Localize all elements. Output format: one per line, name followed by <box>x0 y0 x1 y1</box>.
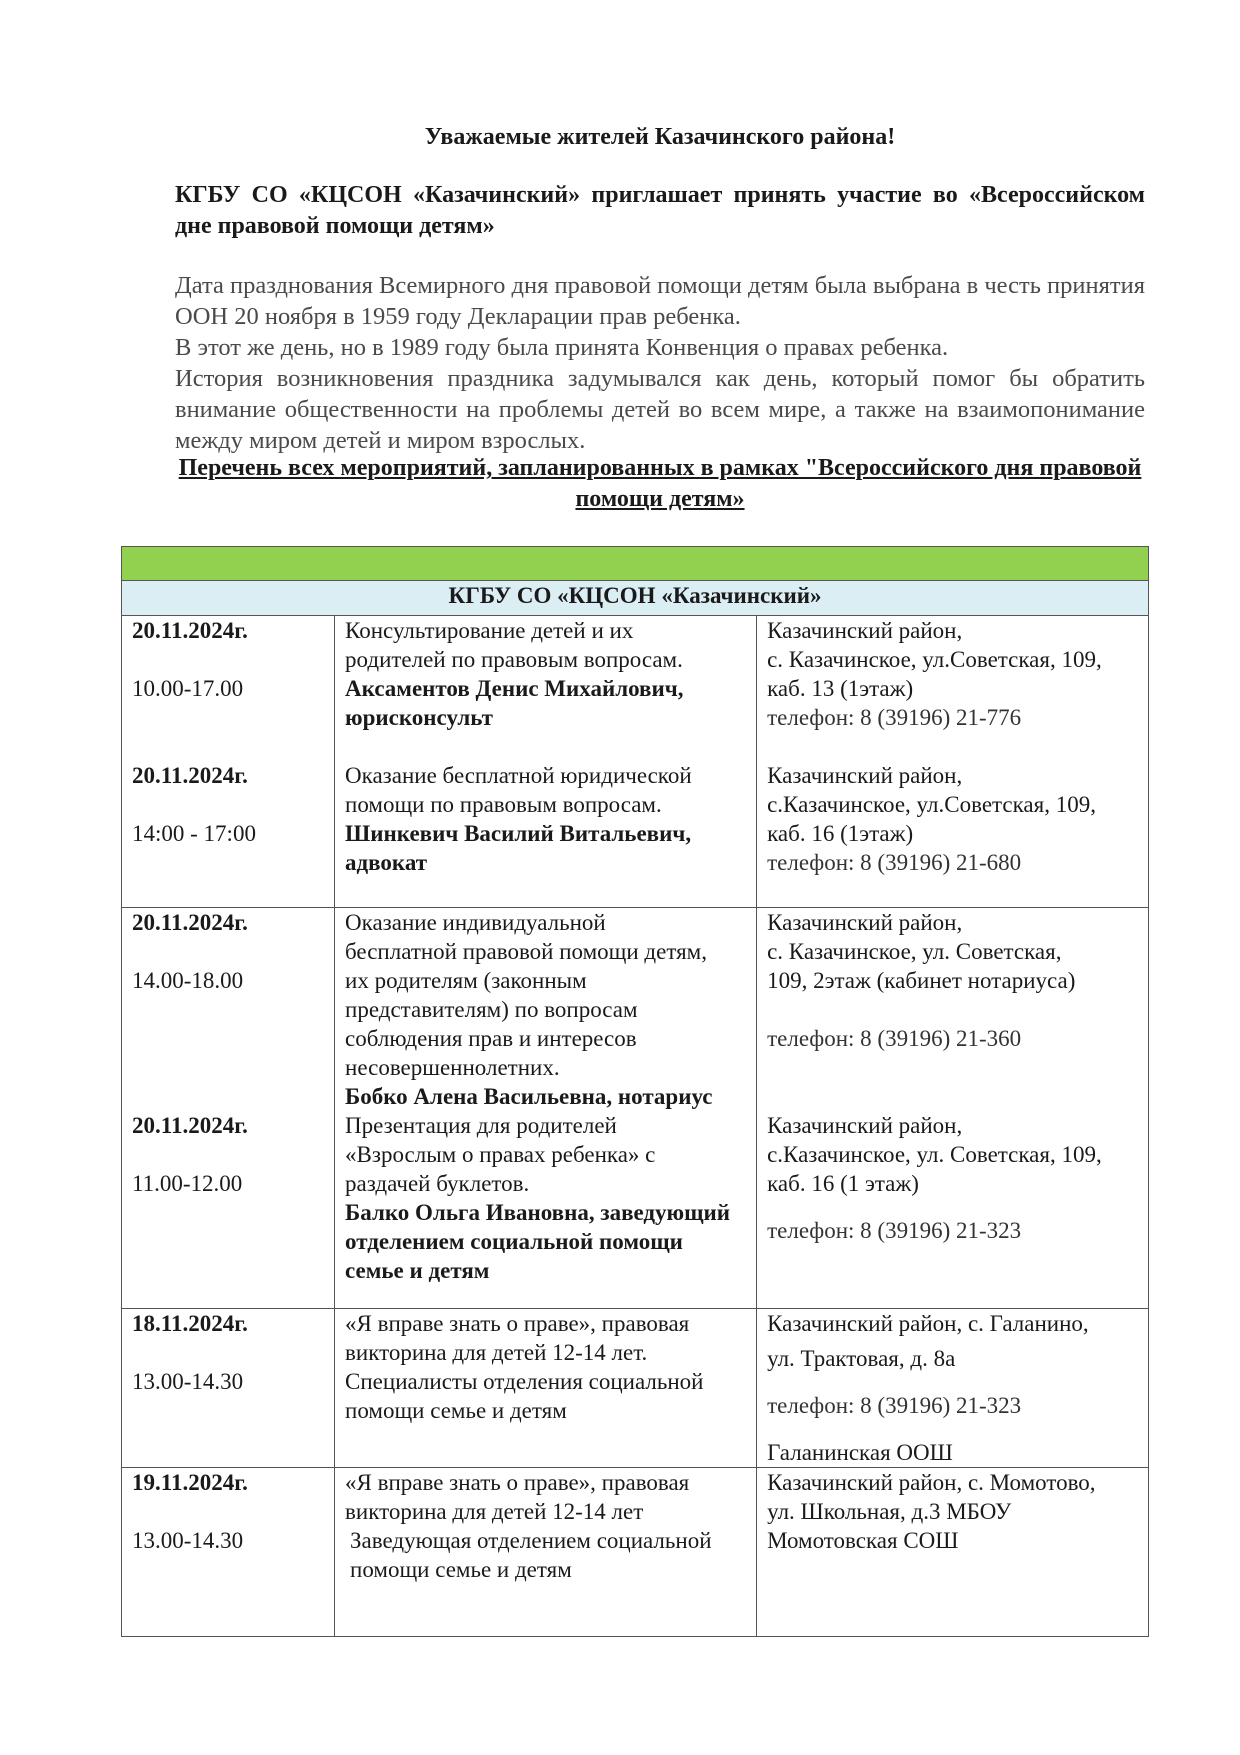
event-time: 13.00-14.30 <box>132 1528 244 1553</box>
event-date: 18.11.2024г. <box>132 1311 248 1336</box>
event-address-line: с.Казачинское, ул.Советская, 109, <box>767 792 1096 817</box>
event-address-line: ул. Трактовая, д. 8а <box>767 1346 956 1371</box>
event-description-line: «Взрослым о правах ребенка» с <box>345 1142 656 1167</box>
event-address-line: Казачинский район, с. Момотово, <box>767 1470 1096 1495</box>
event-description-line: родителей по правовым вопросам. <box>345 647 683 672</box>
event-time: 14.00-18.00 <box>132 968 244 993</box>
event-address-line: каб. 13 (1этаж) <box>767 676 914 701</box>
events-table <box>121 546 1149 1637</box>
event-time: 10.00-17.00 <box>132 676 244 701</box>
about-paragraph: История возникновения праздника задумывался как день, который помог бы обратить внимание общественности на проблемы детей во всем мире, а также на взаимопонимание между миром детей и миром взрослых. <box>175 365 1145 454</box>
event-phone: телефон: 8 (39196) 21-360 <box>767 1026 1022 1051</box>
event-description-line: викторина для детей 12-14 лет. <box>345 1340 648 1365</box>
event-address-line: Казачинский район, с. Галанино, <box>767 1311 1089 1336</box>
address-cell <box>757 616 1149 908</box>
table-row <box>122 1468 1149 1637</box>
event-description-line: Консультирование детей и их <box>345 618 634 643</box>
about-paragraph: В этот же день, но в 1989 году была принята Конвенция о правах ребенка. <box>175 334 949 361</box>
event-responsible-person: Бобко Алена Васильевна, нотариус <box>345 1084 713 1109</box>
event-address-line: с. Казачинское, ул.Советская, 109, <box>767 647 1102 672</box>
table-row <box>122 616 1149 908</box>
event-date: 20.11.2024г. <box>132 618 248 643</box>
event-description-line: «Я вправе знать о праве», правовая <box>345 1470 690 1495</box>
table-row <box>122 1309 1149 1468</box>
table-header-green-row <box>122 547 1149 581</box>
event-phone: телефон: 8 (39196) 21-323 <box>767 1393 1022 1418</box>
event-date: 20.11.2024г. <box>132 1113 248 1138</box>
address-cell <box>757 1309 1149 1468</box>
event-description-line: бесплатной правовой помощи детям, <box>345 939 707 964</box>
intro-paragraph: КГБУ СО «КЦСОН «Казачинский» приглашает принять участие во «Всероссийском дне правовой помощи детям» <box>175 182 1145 239</box>
event-description-line: представителям) по вопросам <box>345 997 638 1022</box>
green-header-cell <box>122 547 1149 581</box>
greeting-heading: Уважаемые жителей Казачинского района! <box>424 124 896 150</box>
event-responsible-person: Аксаментов Денис Михайлович, юрисконсульт <box>345 676 684 730</box>
event-date: 19.11.2024г. <box>132 1470 248 1495</box>
event-time: 13.00-14.30 <box>132 1369 244 1394</box>
table-org-row <box>122 581 1149 616</box>
events-list-title: Перечень всех мероприятий, запланированных в рамках "Всероссийского дня правовой помощи детям» <box>178 455 1142 512</box>
event-description-line: Оказание бесплатной юридической <box>345 763 692 788</box>
address-cell <box>757 1468 1149 1637</box>
event-description-line: помощи по правовым вопросам. <box>345 792 662 817</box>
event-description-line: их родителям (законным <box>345 968 587 993</box>
event-responsible-person: Балко Ольга Ивановна, заведующий отделением социальной помощи семье и детям <box>345 1200 731 1283</box>
description-cell <box>335 1468 757 1637</box>
event-address-line: ул. Школьная, д.3 МБОУ <box>767 1499 1012 1524</box>
event-address-line: Казачинский район, <box>767 763 963 788</box>
date-cell <box>122 1468 335 1637</box>
event-description-line: соблюдения прав и интересов <box>345 1026 637 1051</box>
date-cell <box>122 616 335 908</box>
description-cell <box>335 616 757 908</box>
event-date: 20.11.2024г. <box>132 910 248 935</box>
event-address-line: каб. 16 (1этаж) <box>767 821 914 846</box>
event-place: Галанинская ООШ <box>767 1440 953 1465</box>
event-description-line: помощи семье и детям <box>350 1557 572 1582</box>
event-phone: телефон: 8 (39196) 21-680 <box>767 850 1022 875</box>
event-address-line: каб. 16 (1 этаж) <box>767 1171 919 1196</box>
event-address-line: Момотовская СОШ <box>767 1528 959 1553</box>
event-address-line: с. Казачинское, ул. Советская, <box>767 939 1062 964</box>
event-description-line: Специалисты отделения социальной <box>345 1369 704 1394</box>
event-address-line: Казачинский район, <box>767 910 963 935</box>
description-cell <box>335 908 757 1309</box>
table-row <box>122 908 1149 1309</box>
event-address-line: Казачинский район, <box>767 1113 963 1138</box>
date-cell <box>122 1309 335 1468</box>
event-phone: телефон: 8 (39196) 21-323 <box>767 1218 1022 1243</box>
event-address-line: 109, 2этаж (кабинет нотариуса) <box>767 968 1076 993</box>
event-description-line: несовершеннолетних. <box>345 1055 560 1080</box>
event-address-line: Казачинский район, <box>767 618 963 643</box>
event-description-line: «Я вправе знать о праве», правовая <box>345 1311 690 1336</box>
description-cell <box>335 1309 757 1468</box>
event-time: 11.00-12.00 <box>132 1171 243 1196</box>
event-description-line: Оказание индивидуальной <box>345 910 606 935</box>
about-paragraph: Дата празднования Всемирного дня правовой помощи детям была выбрана в честь принятия ООН 20 ноября в 1959 году Декларации прав ребенка. <box>175 272 1145 330</box>
event-description-line: помощи семье и детям <box>345 1398 567 1423</box>
event-responsible-person: Шинкевич Василий Витальевич, адвокат <box>345 821 692 875</box>
event-time: 14:00 - 17:00 <box>132 821 256 846</box>
address-cell <box>757 908 1149 1309</box>
date-cell <box>122 908 335 1309</box>
event-address-line: с.Казачинское, ул. Советская, 109, <box>767 1142 1102 1167</box>
event-description-line: Заведующая отделением социальной <box>350 1528 712 1553</box>
event-phone: телефон: 8 (39196) 21-776 <box>767 705 1022 730</box>
about-text <box>175 270 1145 456</box>
event-description-line: Презентация для родителей <box>345 1113 617 1138</box>
event-description-line: викторина для детей 12-14 лет <box>345 1499 644 1524</box>
event-description-line: раздачей буклетов. <box>345 1171 530 1196</box>
event-date: 20.11.2024г. <box>132 763 248 788</box>
organization-cell: КГБУ СО «КЦСОН «Казачинский» <box>122 581 1149 616</box>
